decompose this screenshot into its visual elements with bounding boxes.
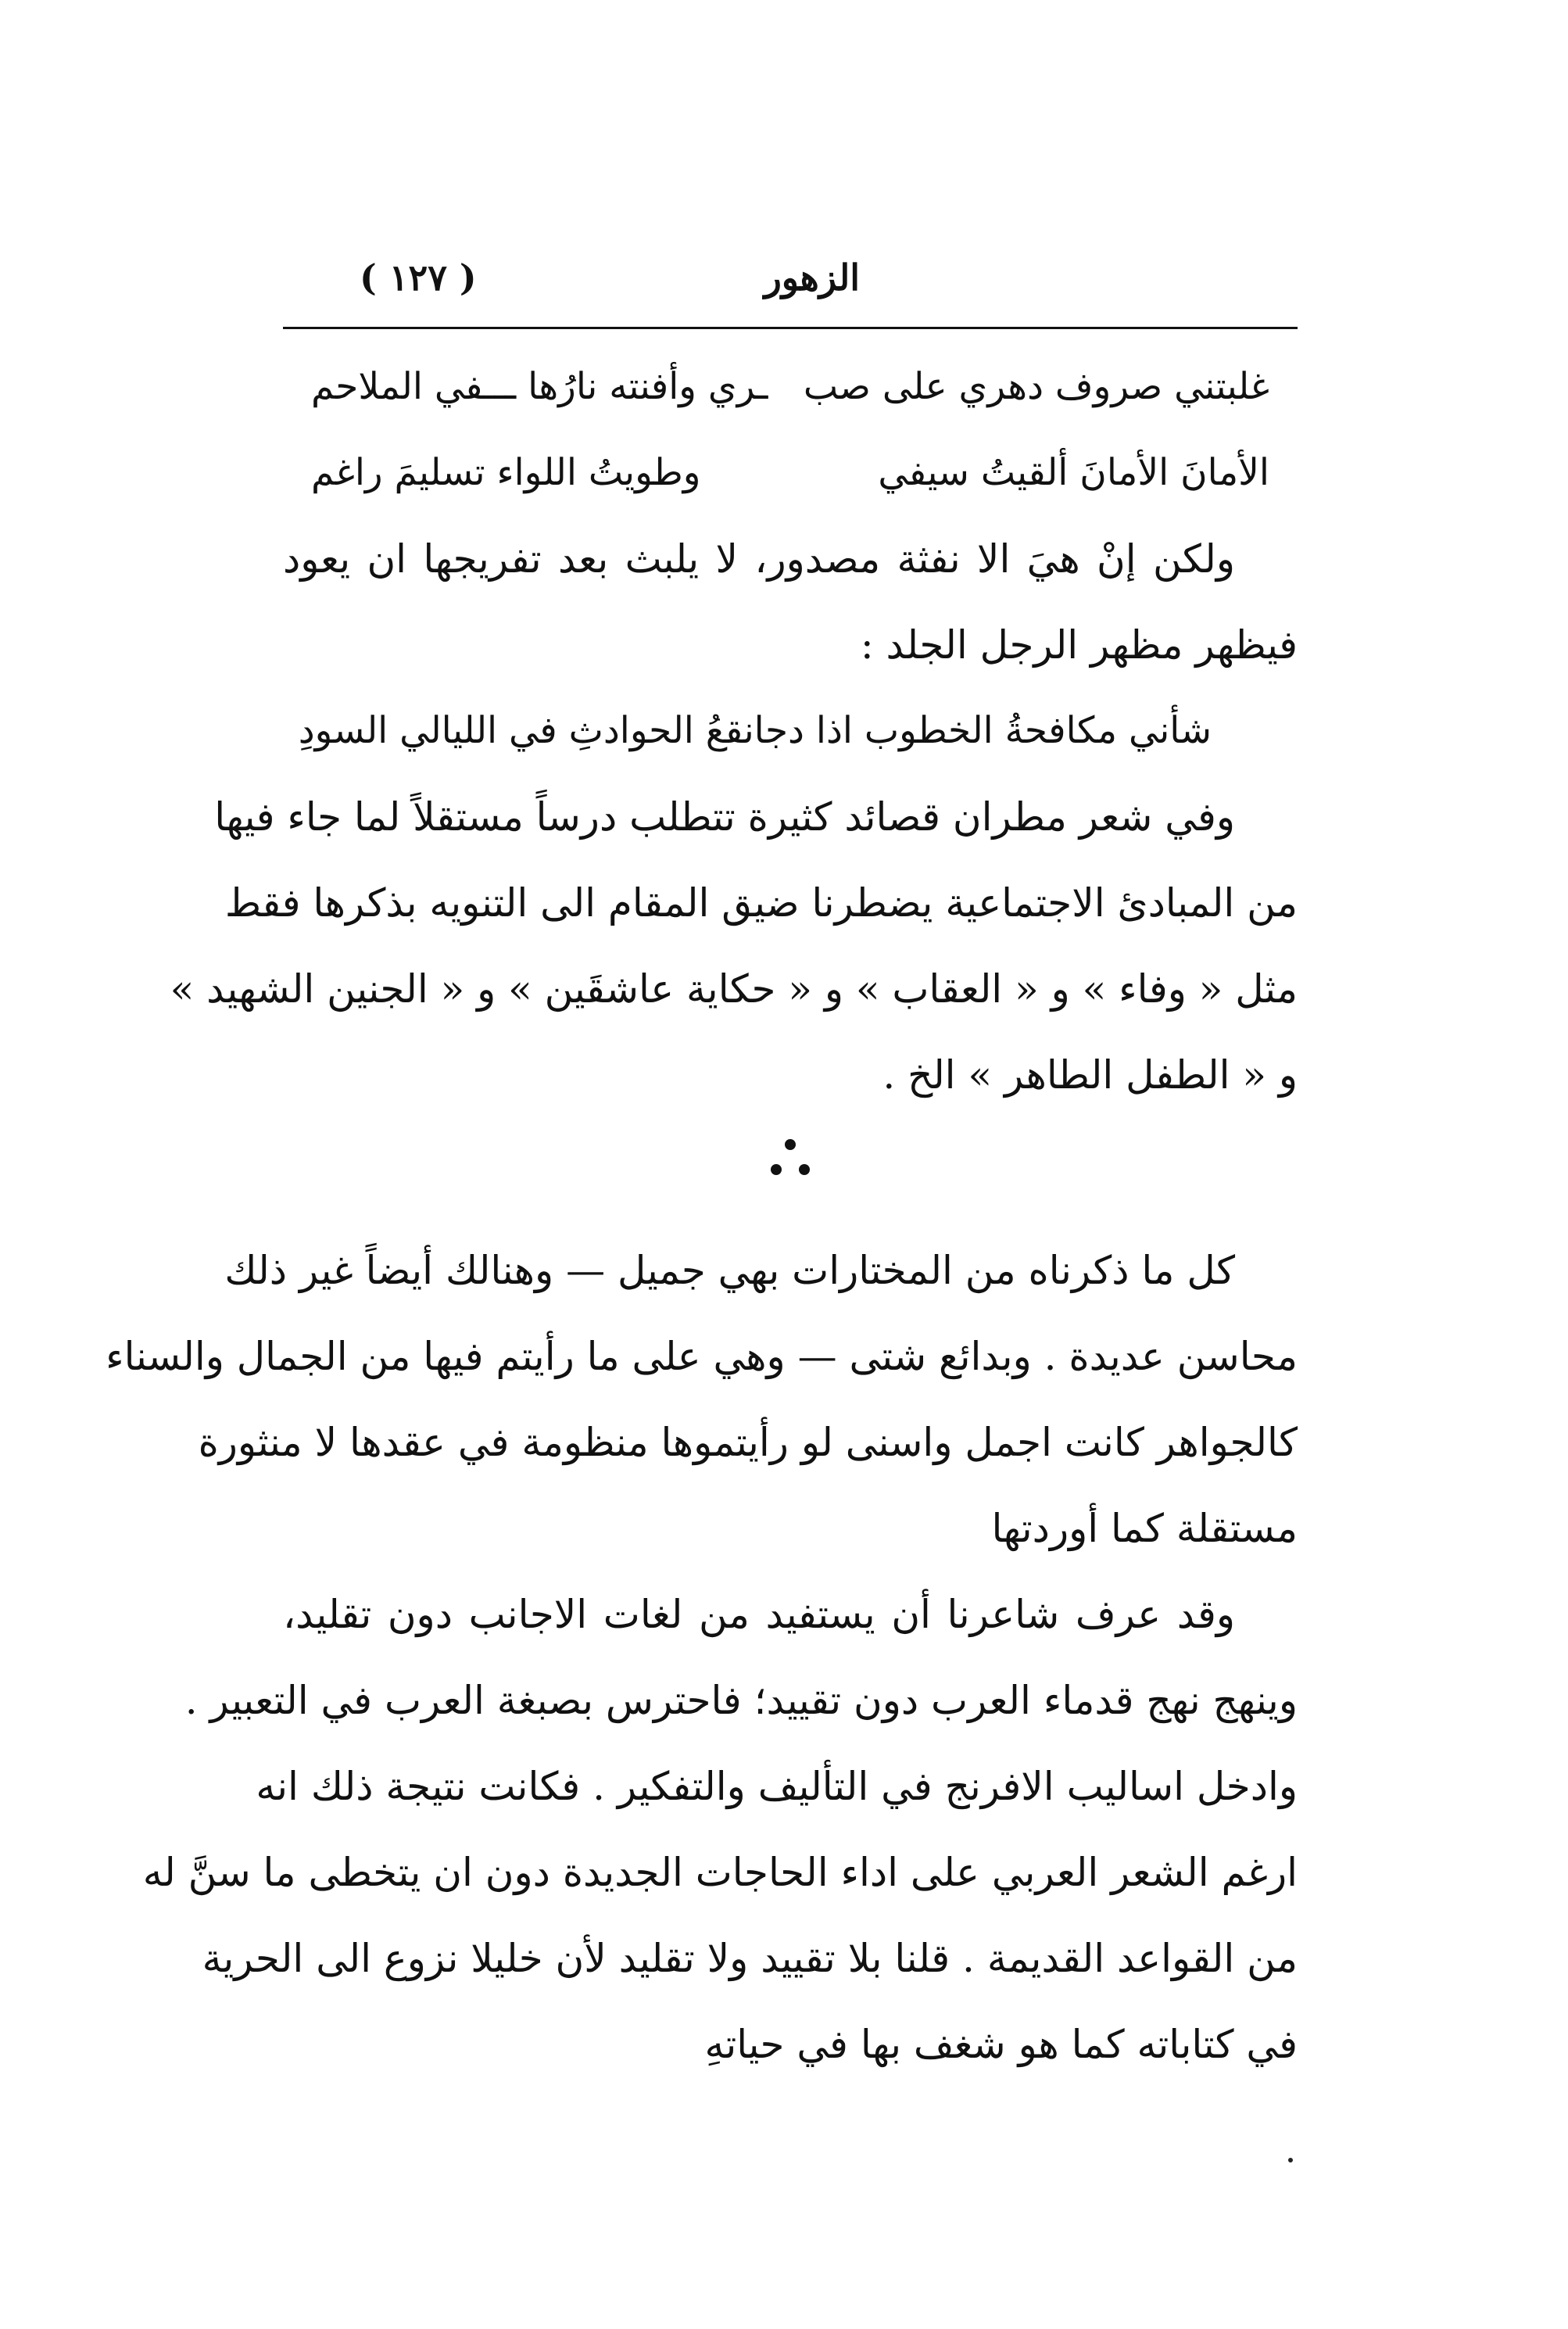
verse-second-hemistich: وطويتُ اللواء تسليمَ راغم [311, 451, 701, 494]
text-line: و « الطفل الطاهر » الخ . [882, 1052, 1298, 1098]
page-body [106, 344, 1298, 2087]
text-line: في كتاباته كما هو شغف بها في حياتهِ [704, 2022, 1298, 2067]
running-title: الزهور [764, 256, 860, 299]
text-line: مثل « وفاء » و « العقاب » و « حكاية عاشقَين » و « الجنين الشهيد » [170, 966, 1298, 1012]
text-line: وادخل اساليب الافرنج في التأليف والتفكير . فكانت نتيجة ذلك انه [256, 1764, 1298, 1809]
page-number: ( ١٢٧ ) [360, 256, 477, 299]
text-line: كل ما ذكرناه من المختارات بهي جميل — وهنالك أيضاً غير ذلك [224, 1248, 1235, 1293]
verse-first-hemistich: غلبتني صروف دهري على صب [803, 365, 1269, 408]
paragraph [106, 1227, 1298, 1571]
paragraph [142, 1571, 1298, 2087]
text-line: كالجواهر كانت اجمل واسنى لو رأيتموها منظومة في عقدها لا منثورة [198, 1420, 1298, 1465]
verse-second-hemistich: ـري وأفنته نارُها ـــفي الملاحم [311, 365, 768, 408]
text-line: من المبادئ الاجتماعية يضطرنا ضيق المقام الى التنويه بذكرها فقط [224, 880, 1298, 926]
text-line: وينهج نهج قدماء العرب دون تقييد؛ فاحترس بصبغة العرب في التعبير . [184, 1678, 1298, 1723]
verse-line [283, 344, 1298, 430]
asterism-icon [759, 1134, 822, 1188]
page-header [281, 249, 1298, 311]
text-line: محاسن عديدة . وبدائع شتى — وهي على ما رأيتم فيها من الجمال والسناء [106, 1334, 1298, 1379]
text-line: وفي شعر مطران قصائد كثيرة تتطلب درساً مستقلاً لما جاء فيها [214, 794, 1235, 840]
section-ornament [283, 1118, 1298, 1227]
text-line: فيظهر مظهر الرجل الجلد : [860, 622, 1298, 668]
text-line: ولكن إنْ هيَ الا نفثة مصدور، لا يلبث بعد تفريجها ان يعود [283, 536, 1235, 582]
verse-line [283, 430, 1298, 516]
paragraph [170, 774, 1298, 1118]
verse-first-hemistich: شأني مكافحةُ الخطوب اذا دجا [754, 709, 1212, 752]
paragraph [283, 516, 1298, 688]
header-rule [283, 327, 1298, 329]
text-line: من القواعد القديمة . قلنا بلا تقييد ولا تقليد لأن خليلا نزوع الى الحرية [202, 1936, 1298, 1981]
verse-first-hemistich: الأمانَ الأمانَ ألقيتُ سيفي [878, 451, 1269, 494]
verse-line [283, 688, 1298, 774]
text-line: ارغم الشعر العربي على اداء الحاجات الجديدة دون ان يتخطى ما سنَّ له [142, 1850, 1298, 1895]
text-line: وقد عرف شاعرنا أن يستفيد من لغات الاجانب دون تقليد، [283, 1592, 1235, 1637]
text-line: مستقلة كما أوردتها [991, 1506, 1298, 1551]
margin-speck [1288, 2158, 1293, 2162]
verse-second-hemistich: نقعُ الحوادثِ في الليالي السودِ [298, 709, 754, 752]
